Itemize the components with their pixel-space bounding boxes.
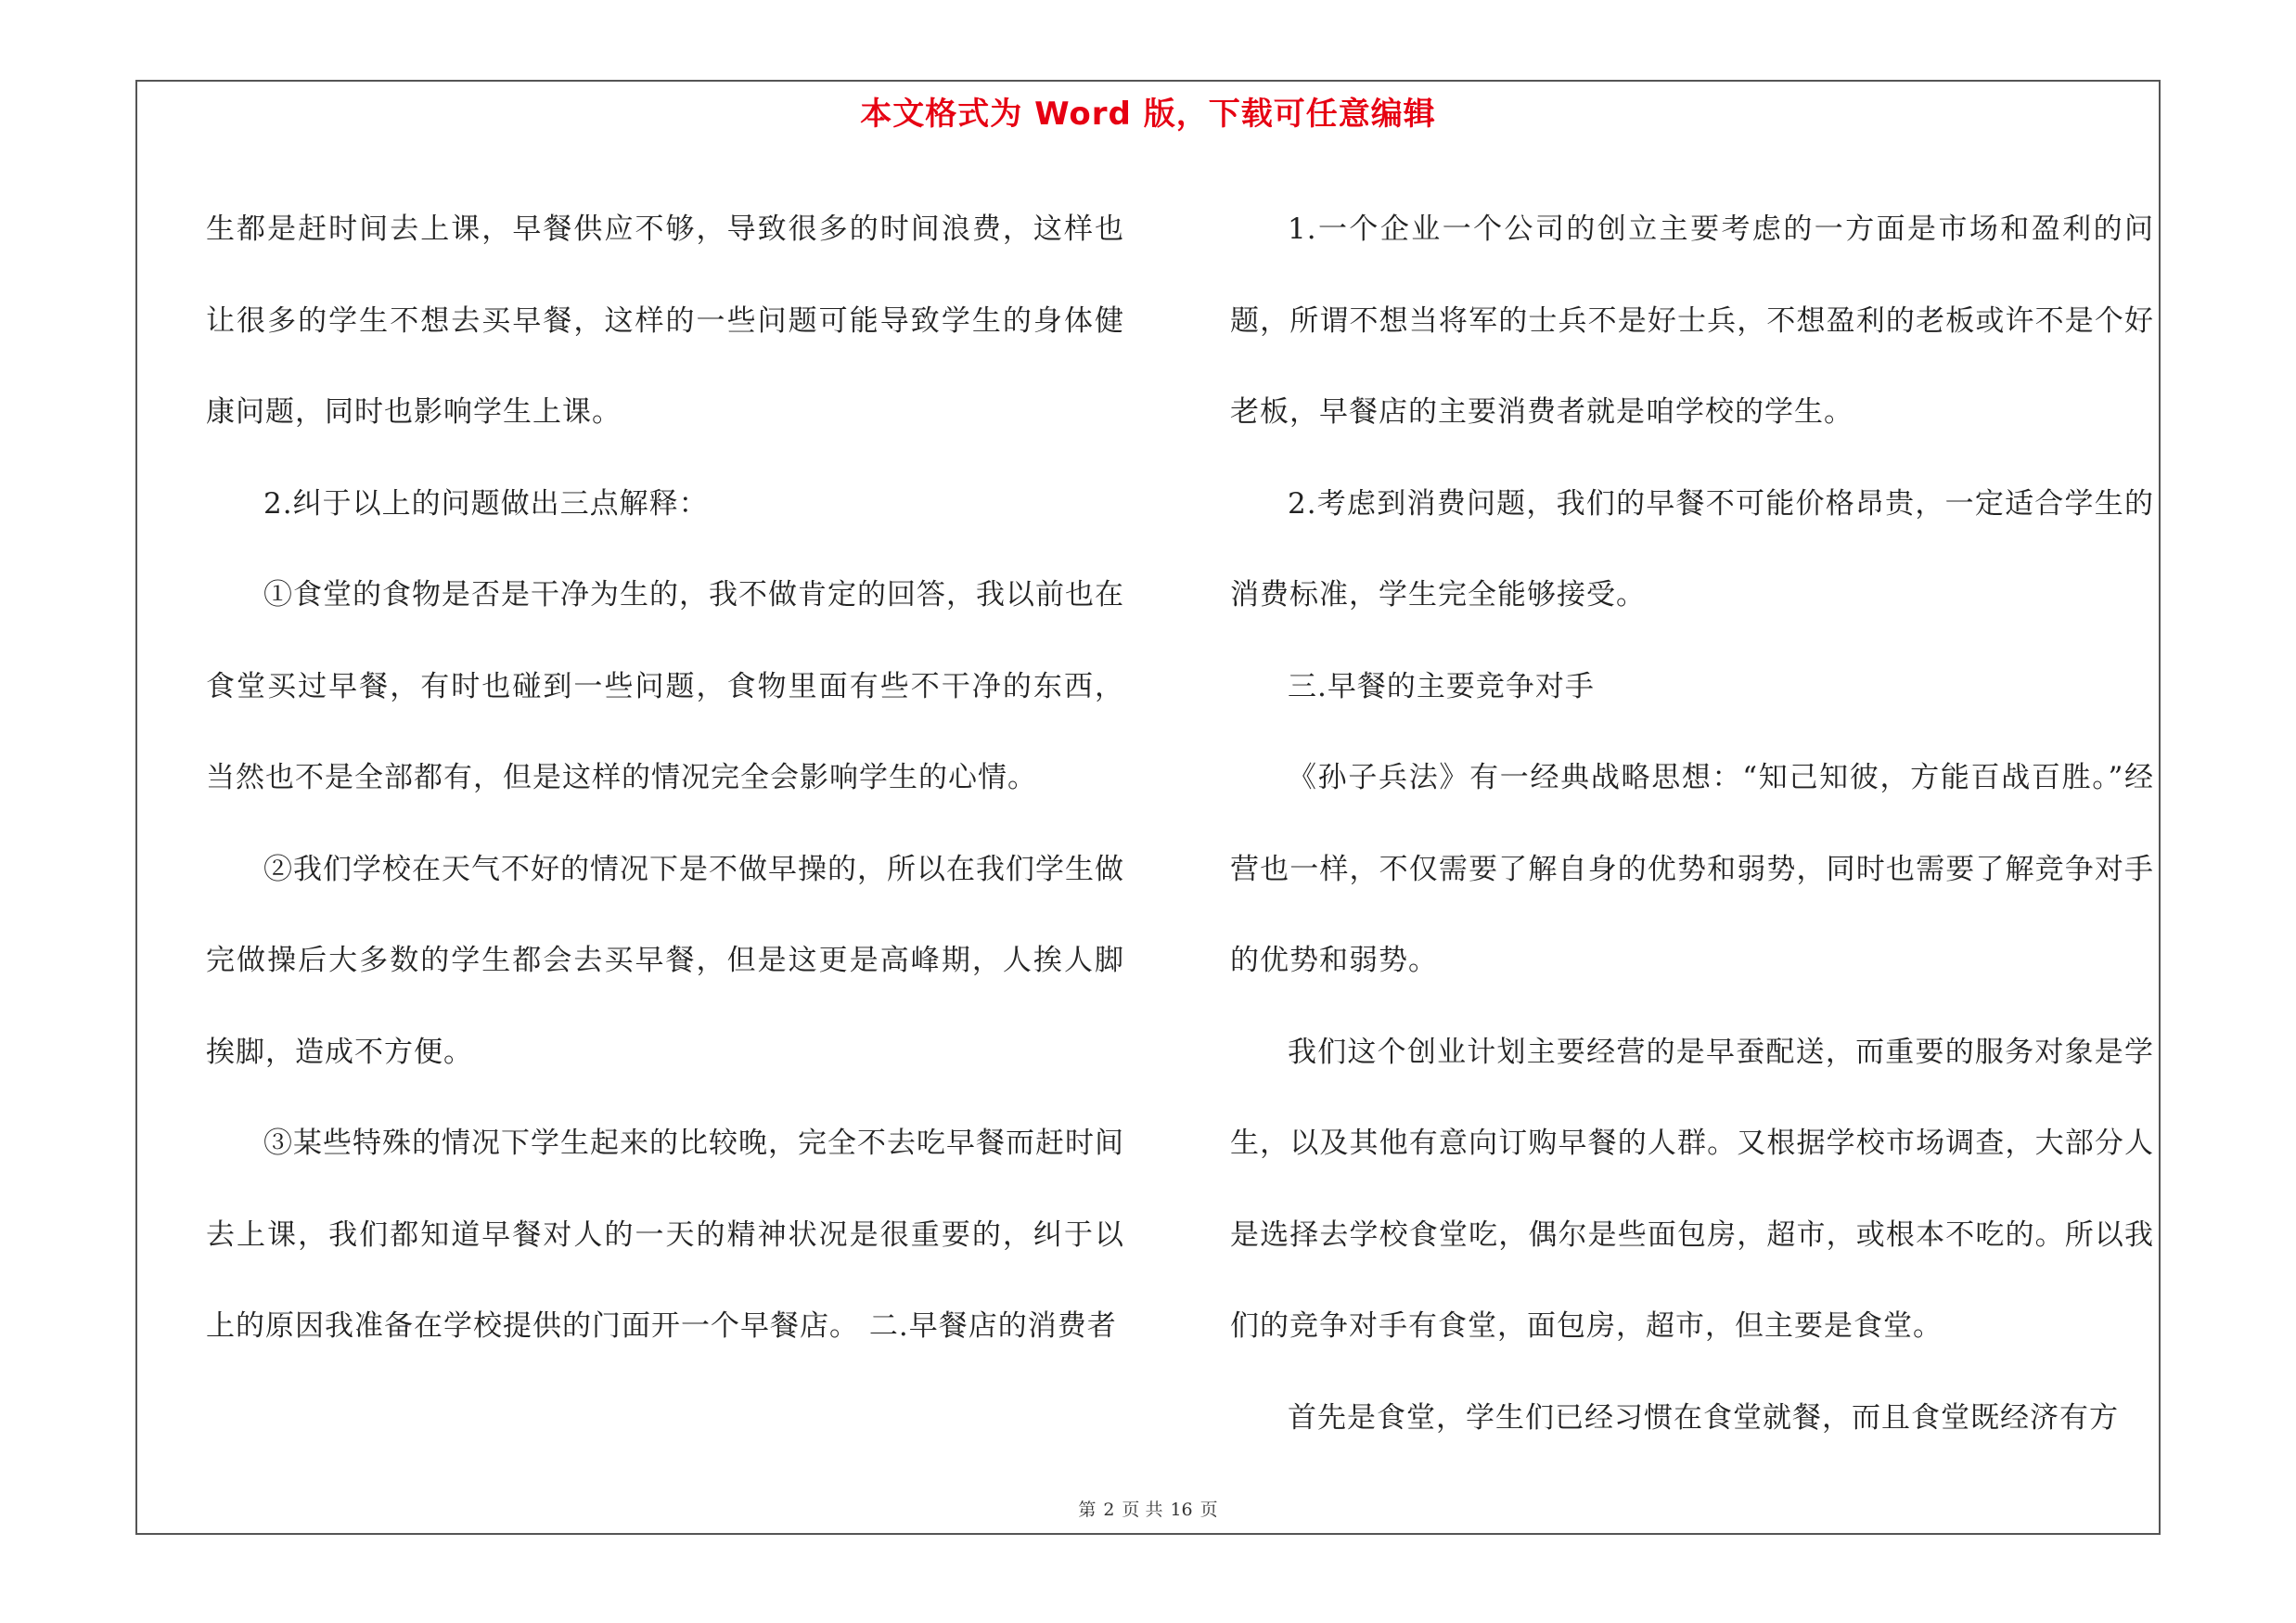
paragraph: 首先是食堂，学生们已经习惯在食堂就餐，而且食堂既经济有方 [1288,1400,2119,1435]
section-heading: 三.早餐的主要竞争对手 [1288,669,1595,703]
footer-middle: 页 共 [1122,1500,1163,1520]
paragraph: 《孙子兵法》有一经典战略思想：“知己知彼，方能百战百胜。”经营也一样，不仅需要了解自身的优势和弱势，同时也需要了解竞争对手的优势和弱势。 [1230,761,2154,977]
paragraph: 2.考虑到消费问题，我们的早餐不可能价格昂贵，一定适合学生的消费标准，学生完全能够接受。 [1230,486,2154,612]
current-page-number: 2 [1103,1500,1115,1520]
paragraph: ②我们学校在天气不好的情况下是不做早操的，所以在我们学生做完做操后大多数的学生都会去买早餐，但是这更是高峰期，人挨人脚挨脚，造成不方便。 [206,852,1124,1069]
paragraph: ①食堂的食物是否是干净为生的，我不做肯定的回答，我以前也在食堂买过早餐，有时也碰到一些问题，食物里面有些不干净的东西，当然也不是全部都有，但是这样的情况完全会影响学生的心情。 [206,578,1124,794]
left-text-column [206,184,1124,1372]
format-banner: 本文格式为 Word 版，下载可任意编辑 [860,96,1436,133]
paragraph: ③某些特殊的情况下学生起来的比较晚，完全不去吃早餐而赶时间去上课，我们都知道早餐对人的一天的精神状况是很重要的，纠于以上的原因我准备在学校提供的门面开一个早餐店。 二.早餐店的消费者 [206,1127,1124,1343]
paragraph: 我们这个创业计划主要经营的是早蚕配送，而重要的服务对象是学生，以及其他有意向订购早餐的人群。又根据学校市场调查，大部分人是选择去学校食堂吃，偶尔是些面包房，超市，或根本不吃的。所以我们的竞争对手有食堂，面包房，超市，但主要是食堂。 [1230,1035,2154,1343]
paragraph: 2.纠于以上的问题做出三点解释： [263,486,709,521]
total-page-count: 16 [1170,1500,1193,1520]
paragraph: 生都是赶时间去上课，早餐供应不够，导致很多的时间浪费，这样也让很多的学生不想去买早餐，这样的一些问题可能导致学生的身体健康问题，同时也影响学生上课。 [206,213,1124,429]
paragraph: 1.一个企业一个公司的创立主要考虑的一方面是市场和盈利的问题，所谓不想当将军的士兵不是好士兵，不想盈利的老板或许不是个好老板，早餐店的主要消费者就是咱学校的学生。 [1230,213,2154,429]
footer-suffix: 页 [1199,1500,1218,1520]
footer-prefix: 第 [1078,1500,1097,1520]
right-text-column [1230,184,2154,1463]
page-number-footer [0,1496,2296,1521]
